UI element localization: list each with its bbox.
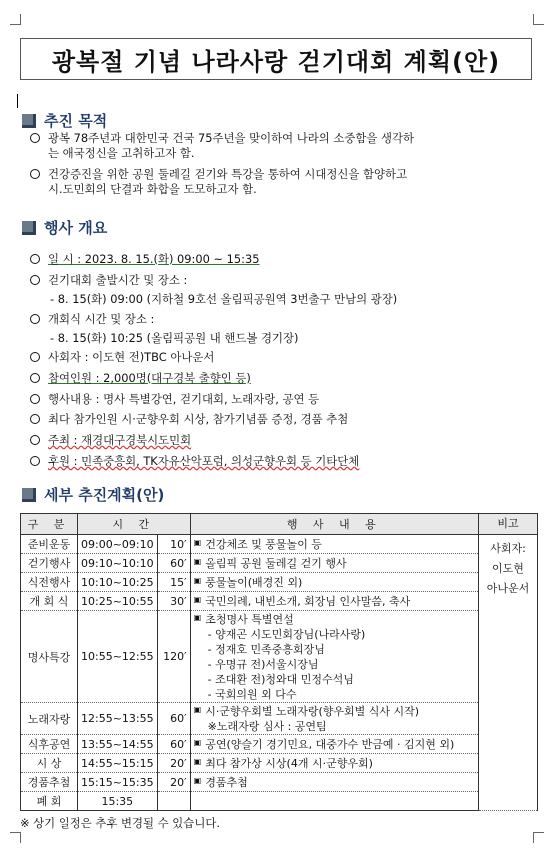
- content-text: 최다 참가상 시상(4개 시·군향우회): [205, 757, 373, 770]
- col-header-category: 구 분: [21, 514, 78, 535]
- page-corner-mark: [533, 14, 544, 25]
- circle-bullet-icon: [30, 456, 40, 466]
- purpose-bullet-2: 건강증진을 위한 공원 둘레길 걷기와 특강을 통하여 시대정신을 함양하고 시.도민회의 단결과 화합을 도모하고자 함.: [30, 167, 536, 197]
- circle-bullet-icon: [30, 394, 40, 404]
- section-heading-purpose: 추진 목적: [22, 110, 107, 131]
- content-item: [194, 736, 475, 752]
- cell-content: [190, 792, 478, 811]
- cell-content: [190, 735, 478, 754]
- square-mark-icon: ▣: [193, 738, 202, 747]
- cell-duration: 120′: [157, 611, 190, 703]
- square-mark-icon: ▣: [193, 757, 202, 766]
- note-line: 이도현: [492, 562, 524, 575]
- circle-bullet-icon: [30, 314, 40, 324]
- cell-time: 10:10~10:25: [78, 573, 158, 592]
- cell-time: 13:55~14:55: [78, 735, 158, 754]
- cell-content: [190, 703, 478, 735]
- table-row: [21, 792, 538, 811]
- content-item: [194, 593, 475, 609]
- circle-bullet-icon: [30, 254, 40, 264]
- cell-duration: 10′: [157, 535, 190, 554]
- content-text: 건강체조 및 풍물놀이 등: [205, 538, 322, 551]
- note-line: 사회자:: [490, 542, 526, 555]
- table-row: [21, 573, 538, 592]
- square-mark-icon: ▣: [193, 595, 202, 604]
- square-mark-icon: ▣: [193, 613, 202, 622]
- cell-category: 식전행사: [21, 573, 78, 592]
- page-corner-mark: [10, 14, 21, 25]
- table-row: [21, 754, 538, 773]
- overview-awards: 최다 참가인원 시·군향우회 시상, 참가기념품 증정, 경품 추첨: [30, 412, 536, 427]
- cell-duration: 15′: [157, 573, 190, 592]
- circle-bullet-icon: [30, 352, 40, 362]
- page-corner-mark: [533, 832, 544, 843]
- cell-time: 09:10~10:10: [78, 554, 158, 573]
- content-subline: - 정재호 민족중흥회장님: [207, 643, 325, 656]
- content-text: 국민의례, 내빈소개, 회장님 인사말씀, 축사: [205, 595, 411, 608]
- table-row: [21, 535, 538, 554]
- cell-category: 준비운동: [21, 535, 78, 554]
- content-text: 경품추첨: [205, 776, 248, 789]
- cell-time: 09:00~09:10: [78, 535, 158, 554]
- overview-contents: 행사내용 : 명사 특별강연, 걷기대회, 노래자랑, 공연 등: [30, 392, 536, 407]
- col-header-note: 비고: [479, 514, 538, 535]
- square-mark-icon: ▣: [193, 538, 202, 547]
- content-text: 풍물놀이(배경진 외): [205, 576, 303, 589]
- cell-content: [190, 573, 478, 592]
- cell-note: [479, 535, 538, 811]
- cell-category: 걷기행사: [21, 554, 78, 573]
- content-text: 시·군향우회별 노래자랑(향우회별 식사 시작): [205, 705, 420, 718]
- cell-duration: 20′: [157, 773, 190, 792]
- circle-bullet-icon: [30, 373, 40, 383]
- overview-participants: 참여인원 : 2,000명(대구경북 출향인 등): [30, 371, 536, 386]
- content-subline: - 조대환 전)청와대 민정수석님: [207, 673, 354, 686]
- cell-category: 명사특강: [21, 611, 78, 703]
- cell-content: [190, 754, 478, 773]
- cell-time: 15:35: [78, 792, 158, 811]
- square-mark-icon: ▣: [193, 776, 202, 785]
- cell-time: 12:55~13:55: [78, 703, 158, 735]
- square-bullet-icon: [22, 488, 36, 502]
- cell-time: 10:25~10:55: [78, 592, 158, 611]
- document-title: 광복절 기념 나라사랑 걷기대회 계획(안): [20, 38, 532, 80]
- content-text: 공연(양슬기 경기민요, 대중가수 반금예 · 김지현 외): [205, 738, 455, 751]
- content-subline: - 양재곤 시도민회장님(나라사랑): [207, 628, 366, 641]
- circle-bullet-icon: [30, 169, 40, 179]
- overview-walk-detail: - 8. 15(화) 09:00 (지하철 9호선 올림픽공원역 3번출구 만남의 광장): [50, 292, 398, 306]
- cell-time: 10:55~12:55: [78, 611, 158, 703]
- cell-duration: 20′: [157, 754, 190, 773]
- cell-duration: 60′: [157, 554, 190, 573]
- section-heading-overview: 행사 개요: [22, 217, 107, 238]
- purpose-bullet-1: 광복 78주년과 대한민국 건국 75주년을 맞이하여 나라의 소중함을 생각하 는 애국정신을 고취하고자 함.: [30, 131, 536, 161]
- content-item: [194, 536, 475, 552]
- overview-organizer: 주최 : 재경대구경북시도민회: [30, 433, 536, 448]
- content-item: [194, 755, 475, 771]
- cell-category: 경품추첨: [21, 773, 78, 792]
- cell-duration: [157, 792, 190, 811]
- cell-duration: 60′: [157, 703, 190, 735]
- circle-bullet-icon: [30, 435, 40, 445]
- note-line: 아나운서: [486, 582, 530, 595]
- square-bullet-icon: [22, 221, 36, 235]
- square-bullet-icon: [22, 114, 36, 128]
- table-row: [21, 703, 538, 735]
- cell-content: [190, 611, 478, 703]
- cell-time: 15:15~15:35: [78, 773, 158, 792]
- cell-category: 식후공연: [21, 735, 78, 754]
- table-row: [21, 592, 538, 611]
- col-header-time: 시 간: [78, 514, 191, 535]
- content-item: [194, 774, 475, 790]
- cell-time: 14:55~15:15: [78, 754, 158, 773]
- text-cursor: [17, 94, 18, 108]
- cell-duration: 30′: [157, 592, 190, 611]
- overview-opening: 개회식 시간 및 장소 :: [30, 312, 536, 327]
- content-item: [194, 703, 475, 719]
- overview-sponsor: 후원 : 민족중흥회, TK자유산악포럼, 의성군향우회 등 기타단체: [30, 454, 536, 469]
- overview-walk: 걷기대회 출발시간 및 장소 :: [30, 273, 536, 288]
- content-item: [194, 574, 475, 590]
- content-text: 올림픽 공원 둘레길 걷기 행사: [205, 557, 347, 570]
- square-mark-icon: ▣: [193, 576, 202, 585]
- content-subline: - 우명규 전)서울시장님: [207, 658, 319, 671]
- content-item: [194, 611, 475, 627]
- content-text: 초청명사 특별연설: [205, 613, 294, 626]
- cell-content: [190, 554, 478, 573]
- page-corner-mark: [10, 832, 21, 843]
- table-row: [21, 611, 538, 703]
- cell-content: [190, 773, 478, 792]
- square-mark-icon: ▣: [193, 705, 202, 714]
- square-mark-icon: ▣: [193, 557, 202, 566]
- col-header-content: 행 사 내 용: [190, 514, 478, 535]
- content-subline: - 국회의원 외 다수: [207, 688, 297, 701]
- cell-category: 시 상: [21, 754, 78, 773]
- circle-bullet-icon: [30, 275, 40, 285]
- cell-category: 폐 회: [21, 792, 78, 811]
- cell-category: 노래자랑: [21, 703, 78, 735]
- overview-opening-detail: - 8. 15(화) 10:25 (올림픽공원 내 핸드볼 경기장): [50, 331, 299, 345]
- circle-bullet-icon: [30, 414, 40, 424]
- footnote: ※ 상기 일정은 추후 변경될 수 있습니다.: [20, 816, 220, 830]
- table-row: [21, 773, 538, 792]
- content-subline: ※노래자랑 심사 : 공연팀: [207, 720, 327, 733]
- schedule-table: [20, 513, 538, 811]
- table-row: [21, 554, 538, 573]
- cell-category: 개 회 식: [21, 592, 78, 611]
- cell-content: [190, 535, 478, 554]
- overview-host: 사회자 : 이도현 전)TBC 아나운서: [30, 350, 536, 365]
- table-row: [21, 735, 538, 754]
- content-item: [194, 555, 475, 571]
- cell-content: [190, 592, 478, 611]
- circle-bullet-icon: [30, 133, 40, 143]
- section-heading-schedule: 세부 추진계획(안): [22, 484, 164, 505]
- cell-duration: 60′: [157, 735, 190, 754]
- overview-date: 일 시 : 2023. 8. 15.(화) 09:00 ~ 15:35: [30, 252, 536, 267]
